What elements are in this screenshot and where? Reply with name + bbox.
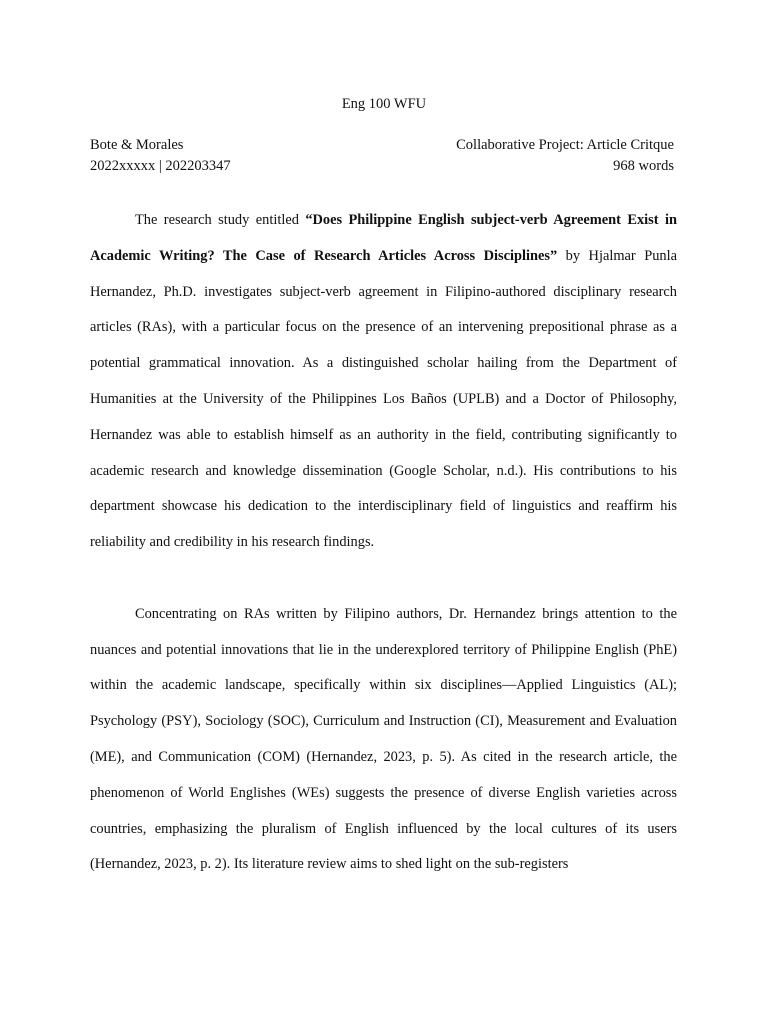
author-block — [90, 135, 231, 177]
paragraph-1 — [90, 203, 677, 561]
student-ids: 2022xxxxx | 202203347 — [90, 158, 231, 174]
paragraph-1-intro: The research study entitled — [135, 212, 306, 228]
project-block — [456, 135, 674, 177]
paragraph-1-rest: by Hjalmar Punla Hernandez, Ph.D. investigates subject-verb agreement in Filipino-authored disciplinary research articles (RAs), with a particular focus on the presence of an intervening prepositional phrase as a potential grammatical innovation. As a distinguished scholar hailing from the Department of Humanities at the University of the Philippines Los Baños (UPLB) and a Doctor of Philosophy, Hernandez was able to establish himself as an authority in the field, contributing significantly to academic research and knowledge dissemination (Google Scholar, n.d.). His contributions to his department showcase his dedication to the interdisciplinary field of linguistics and reaffirm his reliability and credibility in his research findings. — [90, 247, 677, 551]
project-title: Collaborative Project: Article Critque — [456, 137, 674, 153]
author-names: Bote & Morales — [90, 137, 184, 153]
paragraph-gap — [90, 561, 677, 597]
document-body — [90, 203, 677, 883]
article-title: “Does Philippine English subject-verb Agreement Exist in Academic Writing? The Case of Research Articles Across Disciplines” — [90, 212, 677, 264]
paragraph-2: Concentrating on RAs written by Filipino authors, Dr. Hernandez brings attention to the nuances and potential innovations that lie in the underexplored territory of Philippine English (PhE) within the academic landscape, specifically within six disciplines—Applied Linguistics (AL); Psychology (PSY), Sociology (SOC), Curriculum and Instruction (CI), Measurement and Evaluation (ME), and Communication (COM) (Hernandez, 2023, p. 5). As cited in the research article, the phenomenon of World Englishes (WEs) suggests the presence of diverse English varieties across countries, emphasizing the pluralism of English influenced by the local cultures of its users (Hernandez, 2023, p. 2). Its literature review aims to shed light on the sub-registers — [90, 605, 677, 873]
word-count: 968 words — [613, 158, 674, 174]
course-heading: Eng 100 WFU — [341, 96, 427, 112]
